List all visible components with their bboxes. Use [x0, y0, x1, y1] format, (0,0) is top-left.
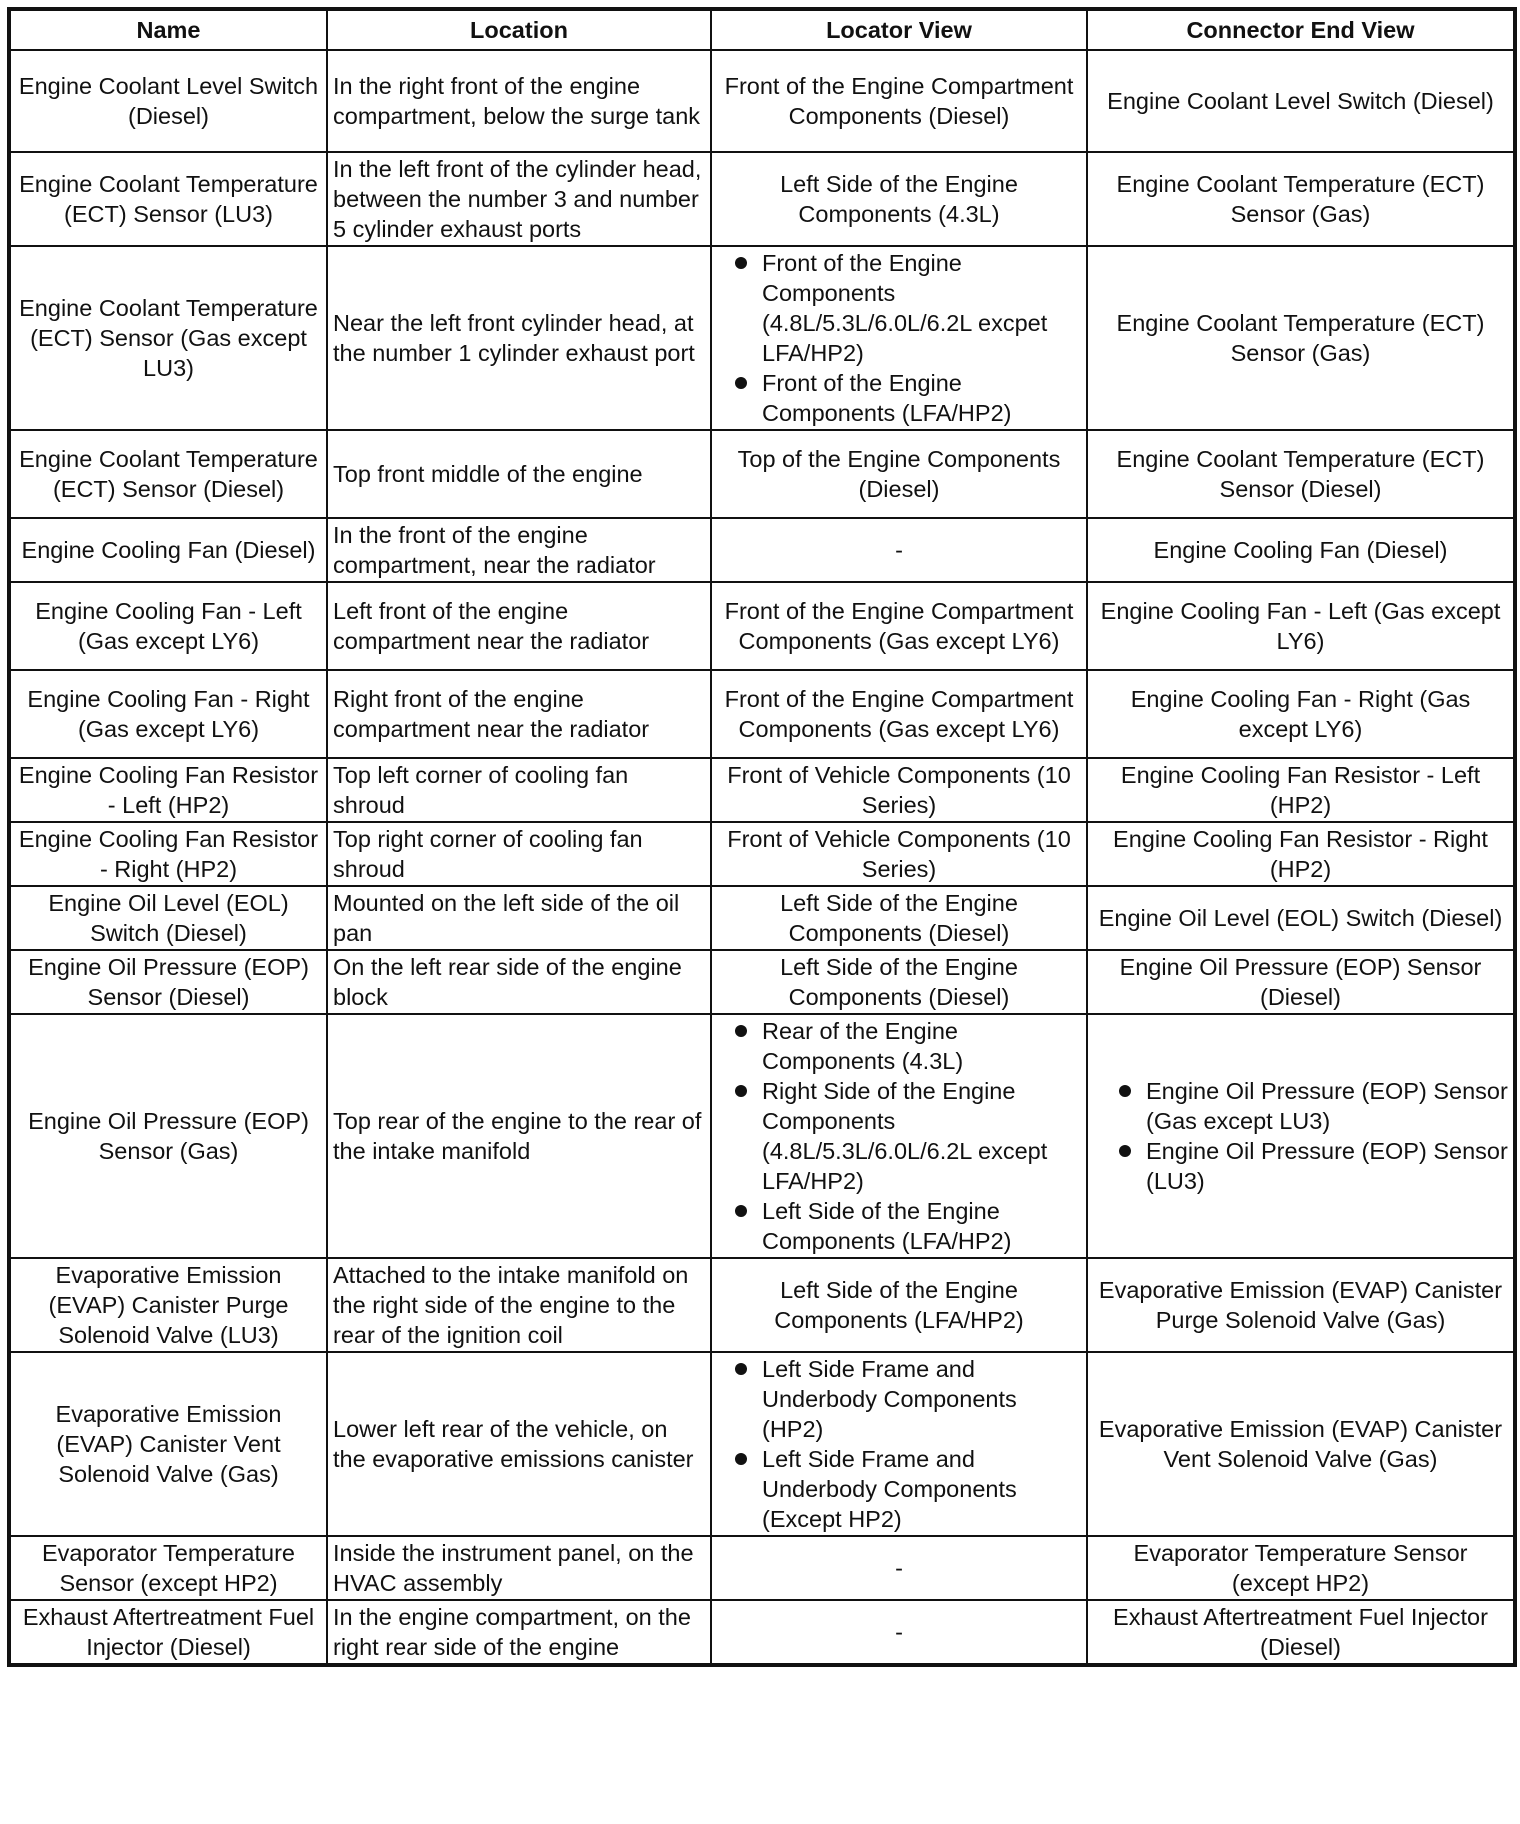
cell-name: Evaporator Temperature Sensor (except HP2) — [9, 1536, 327, 1600]
cell-location: Top front middle of the engine — [327, 430, 711, 518]
cell-locator-view — [711, 518, 1087, 582]
bullet-item: Front of the Engine Components (LFA/HP2) — [717, 368, 1081, 428]
cell-location: Attached to the intake manifold on the right side of the engine to the rear of the ignition coil — [327, 1258, 711, 1352]
bullet-item: Engine Oil Pressure (EOP) Sensor (LU3) — [1101, 1136, 1508, 1196]
table-row — [9, 822, 1515, 886]
cell-connector-end-view — [1087, 152, 1515, 246]
bullet-list — [717, 1016, 1081, 1256]
cell-locator-view — [711, 1258, 1087, 1352]
cell-name: Evaporative Emission (EVAP) Canister Purge Solenoid Valve (LU3) — [9, 1258, 327, 1352]
cell-text: Engine Cooling Fan Resistor - Left (HP2) — [1120, 762, 1481, 818]
cell-name: Engine Oil Pressure (EOP) Sensor (Diesel) — [9, 950, 327, 1014]
cell-text: Engine Coolant Temperature (ECT) Sensor (Gas) — [1116, 310, 1485, 366]
cell-name: Exhaust Aftertreatment Fuel Injector (Diesel) — [9, 1600, 327, 1665]
cell-location: Top left corner of cooling fan shroud — [327, 758, 711, 822]
cell-text: Engine Coolant Level Switch (Diesel) — [1107, 88, 1494, 114]
table-row — [9, 1258, 1515, 1352]
cell-location: In the engine compartment, on the right rear side of the engine — [327, 1600, 711, 1665]
bullet-list — [717, 248, 1081, 428]
cell-locator-view — [711, 670, 1087, 758]
cell-locator-view — [711, 1014, 1087, 1258]
cell-location: In the right front of the engine compartment, below the surge tank — [327, 50, 711, 152]
cell-text: Front of Vehicle Components (10 Series) — [727, 826, 1071, 882]
cell-connector-end-view — [1087, 1352, 1515, 1536]
cell-locator-view — [711, 50, 1087, 152]
cell-text: - — [895, 1619, 903, 1645]
cell-name: Engine Cooling Fan (Diesel) — [9, 518, 327, 582]
cell-location: Left front of the engine compartment near the radiator — [327, 582, 711, 670]
cell-text: Evaporator Temperature Sensor (except HP2) — [1133, 1540, 1468, 1596]
bullet-list — [717, 1354, 1081, 1534]
bullet-item: Front of the Engine Components (4.8L/5.3L/6.0L/6.2L excpet LFA/HP2) — [717, 248, 1081, 368]
bullet-item: Engine Oil Pressure (EOP) Sensor (Gas except LU3) — [1101, 1076, 1508, 1136]
bullet-list — [1093, 1076, 1508, 1196]
cell-text: Engine Oil Pressure (EOP) Sensor (Diesel) — [1119, 954, 1482, 1010]
cell-text: Engine Oil Level (EOL) Switch (Diesel) — [1098, 905, 1503, 931]
cell-connector-end-view — [1087, 246, 1515, 430]
cell-connector-end-view — [1087, 1536, 1515, 1600]
cell-connector-end-view — [1087, 430, 1515, 518]
header-locator-view: Locator View — [711, 9, 1087, 50]
table-row — [9, 1352, 1515, 1536]
header-row — [9, 9, 1515, 50]
cell-text: Exhaust Aftertreatment Fuel Injector (Diesel) — [1113, 1604, 1488, 1660]
cell-connector-end-view — [1087, 822, 1515, 886]
cell-text: Left Side of the Engine Components (Diesel) — [780, 890, 1018, 946]
table-row — [9, 152, 1515, 246]
cell-text: Top of the Engine Components (Diesel) — [737, 446, 1061, 502]
header-name: Name — [9, 9, 327, 50]
cell-text: Engine Coolant Temperature (ECT) Sensor (Gas) — [1116, 171, 1485, 227]
bullet-item: Left Side of the Engine Components (LFA/HP2) — [717, 1196, 1081, 1256]
table-row — [9, 1536, 1515, 1600]
cell-text: Front of Vehicle Components (10 Series) — [727, 762, 1071, 818]
table-row — [9, 758, 1515, 822]
cell-connector-end-view — [1087, 758, 1515, 822]
cell-connector-end-view — [1087, 950, 1515, 1014]
cell-locator-view — [711, 758, 1087, 822]
bullet-item: Rear of the Engine Components (4.3L) — [717, 1016, 1081, 1076]
cell-locator-view — [711, 1536, 1087, 1600]
cell-text: Front of the Engine Compartment Components (Gas except LY6) — [724, 686, 1074, 742]
cell-text: - — [895, 537, 903, 563]
table-row — [9, 430, 1515, 518]
cell-connector-end-view — [1087, 518, 1515, 582]
cell-location: Right front of the engine compartment near the radiator — [327, 670, 711, 758]
cell-connector-end-view — [1087, 1258, 1515, 1352]
cell-locator-view — [711, 152, 1087, 246]
cell-text: Left Side of the Engine Components (LFA/HP2) — [774, 1277, 1024, 1333]
cell-locator-view — [711, 822, 1087, 886]
table-row — [9, 582, 1515, 670]
cell-text: - — [895, 1555, 903, 1581]
cell-name: Engine Oil Pressure (EOP) Sensor (Gas) — [9, 1014, 327, 1258]
cell-connector-end-view — [1087, 582, 1515, 670]
cell-text: Evaporative Emission (EVAP) Canister Vent Solenoid Valve (Gas) — [1098, 1416, 1503, 1472]
cell-location: Top right corner of cooling fan shroud — [327, 822, 711, 886]
cell-text: Left Side of the Engine Components (4.3L) — [780, 171, 1018, 227]
cell-locator-view — [711, 1600, 1087, 1665]
cell-text: Left Side of the Engine Components (Diesel) — [780, 954, 1018, 1010]
cell-text: Engine Cooling Fan (Diesel) — [1153, 537, 1448, 563]
bullet-item: Left Side Frame and Underbody Components (Except HP2) — [717, 1444, 1081, 1534]
cell-text: Front of the Engine Compartment Components (Gas except LY6) — [724, 598, 1074, 654]
table-row — [9, 518, 1515, 582]
table-row — [9, 886, 1515, 950]
cell-name: Engine Cooling Fan - Right (Gas except LY6) — [9, 670, 327, 758]
table-row — [9, 1014, 1515, 1258]
cell-name: Engine Cooling Fan Resistor - Left (HP2) — [9, 758, 327, 822]
cell-locator-view — [711, 582, 1087, 670]
cell-locator-view — [711, 430, 1087, 518]
cell-location: In the front of the engine compartment, near the radiator — [327, 518, 711, 582]
table-row — [9, 950, 1515, 1014]
cell-name: Engine Cooling Fan - Left (Gas except LY6) — [9, 582, 327, 670]
cell-location: In the left front of the cylinder head, between the number 3 and number 5 cylinder exhaust ports — [327, 152, 711, 246]
cell-location: Lower left rear of the vehicle, on the evaporative emissions canister — [327, 1352, 711, 1536]
cell-name: Engine Coolant Temperature (ECT) Sensor (Diesel) — [9, 430, 327, 518]
cell-locator-view — [711, 950, 1087, 1014]
bullet-item: Right Side of the Engine Components (4.8L/5.3L/6.0L/6.2L except LFA/HP2) — [717, 1076, 1081, 1196]
cell-name: Engine Coolant Level Switch (Diesel) — [9, 50, 327, 152]
table-row — [9, 670, 1515, 758]
cell-name: Engine Oil Level (EOL) Switch (Diesel) — [9, 886, 327, 950]
cell-connector-end-view — [1087, 886, 1515, 950]
cell-name: Engine Cooling Fan Resistor - Right (HP2) — [9, 822, 327, 886]
cell-connector-end-view — [1087, 670, 1515, 758]
cell-locator-view — [711, 246, 1087, 430]
cell-text: Engine Cooling Fan Resistor - Right (HP2) — [1113, 826, 1488, 882]
header-connector-end-view: Connector End View — [1087, 9, 1515, 50]
cell-text: Evaporative Emission (EVAP) Canister Purge Solenoid Valve (Gas) — [1098, 1277, 1503, 1333]
cell-connector-end-view — [1087, 50, 1515, 152]
cell-locator-view — [711, 886, 1087, 950]
cell-name: Engine Coolant Temperature (ECT) Sensor (LU3) — [9, 152, 327, 246]
table-row — [9, 50, 1515, 152]
cell-location: Top rear of the engine to the rear of the intake manifold — [327, 1014, 711, 1258]
cell-locator-view — [711, 1352, 1087, 1536]
cell-location: Inside the instrument panel, on the HVAC assembly — [327, 1536, 711, 1600]
cell-text: Engine Coolant Temperature (ECT) Sensor (Diesel) — [1116, 446, 1485, 502]
cell-text: Engine Cooling Fan - Left (Gas except LY6) — [1100, 598, 1501, 654]
table-body — [9, 50, 1515, 1665]
cell-location: Mounted on the left side of the oil pan — [327, 886, 711, 950]
cell-text: Engine Cooling Fan - Right (Gas except LY6) — [1130, 686, 1471, 742]
cell-name: Evaporative Emission (EVAP) Canister Vent Solenoid Valve (Gas) — [9, 1352, 327, 1536]
cell-text: Front of the Engine Compartment Components (Diesel) — [724, 73, 1074, 129]
cell-connector-end-view — [1087, 1600, 1515, 1665]
table-row — [9, 1600, 1515, 1665]
bullet-item: Left Side Frame and Underbody Components (HP2) — [717, 1354, 1081, 1444]
header-location: Location — [327, 9, 711, 50]
cell-connector-end-view — [1087, 1014, 1515, 1258]
cell-name: Engine Coolant Temperature (ECT) Sensor (Gas except LU3) — [9, 246, 327, 430]
table-row — [9, 246, 1515, 430]
cell-location: Near the left front cylinder head, at the number 1 cylinder exhaust port — [327, 246, 711, 430]
cell-location: On the left rear side of the engine block — [327, 950, 711, 1014]
component-locator-table — [7, 7, 1517, 1667]
